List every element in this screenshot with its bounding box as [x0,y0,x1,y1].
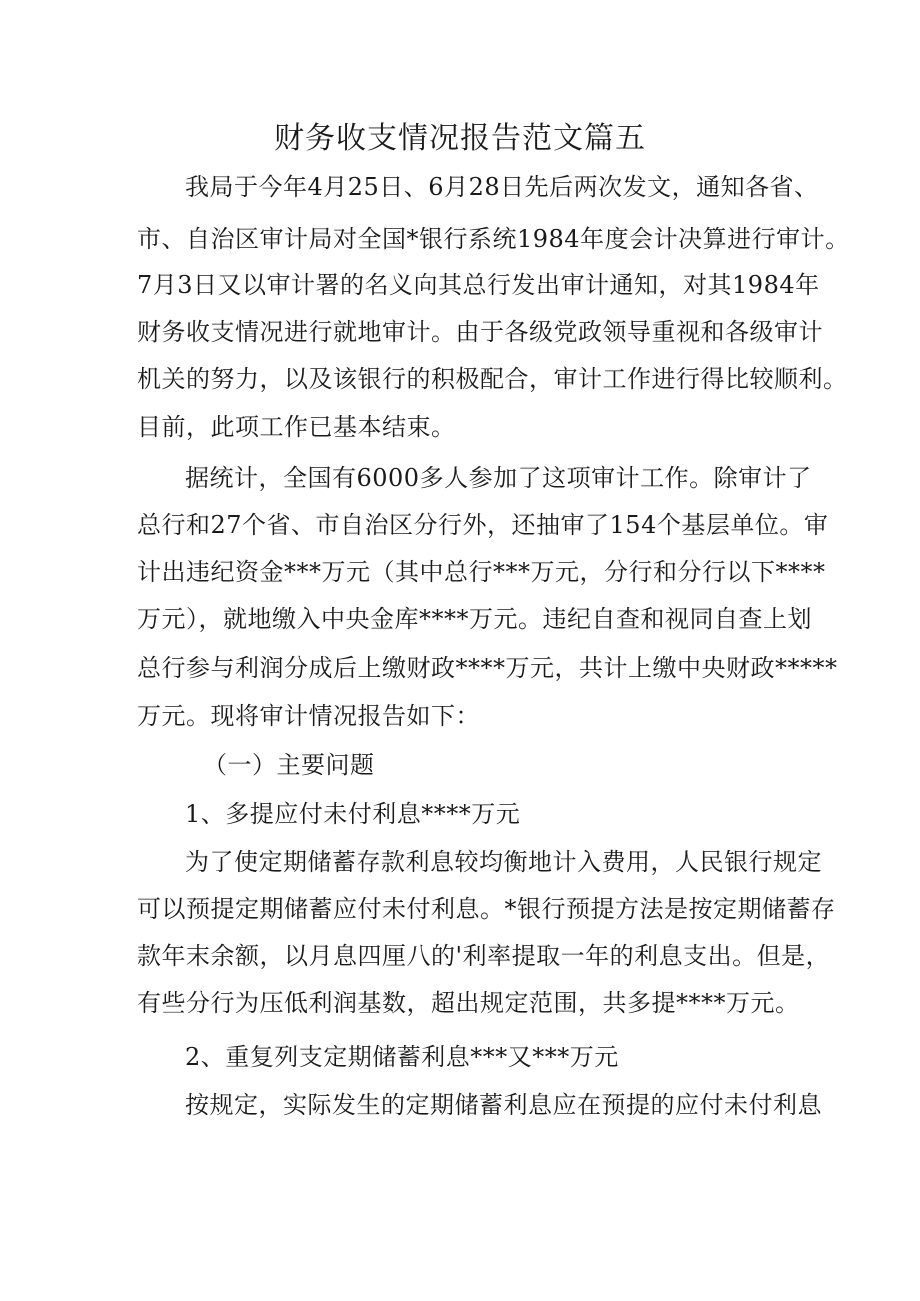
paragraph-line: 我局于今年4月25日、6月28日先后两次发文，通知各省、 [185,173,819,201]
paragraph-line: 总行参与利润分成后上缴财政****万元，共计上缴中央财政***** [137,654,838,682]
paragraph-line: 市、自治区审计局对全国*银行系统1984年度会计决算进行审计。 [137,225,850,253]
subsection-heading: 2、重复列支定期储蓄利息***又***万元 [185,1043,619,1071]
paragraph-line: 有些分行为压低利润基数，超出规定范围，共多提****万元。 [137,989,800,1017]
subsection-heading: 1、多提应付未付利息****万元 [185,800,521,828]
paragraph-line: 万元。现将审计情况报告如下： [137,702,480,730]
paragraph-line: 为了使定期储蓄存款利息较均衡地计入费用，人民银行规定 [185,848,822,876]
paragraph-line: 目前，此项工作已基本结束。 [137,413,456,441]
paragraph-line: 据统计，全国有6000多人参加了这项审计工作。除审计了 [185,464,812,492]
paragraph-line: 7月3日又以审计署的名义向其总行发出审计通知，对其1984年 [137,271,820,299]
paragraph-line: 计出违纪资金***万元（其中总行***万元，分行和分行以下**** [137,558,826,586]
document-title: 财务收支情况报告范文篇五 [274,121,646,156]
section-heading: （一）主要问题 [203,751,375,779]
paragraph-line: 财务收支情况进行就地审计。由于各级党政领导重视和各级审计 [137,318,823,346]
paragraph-line: 万元），就地缴入中央金库****万元。违纪自查和视同自查上划 [137,605,812,633]
paragraph-line: 可以预提定期储蓄应付未付利息。*银行预提方法是按定期储蓄存 [137,895,836,923]
paragraph-line: 款年末余额，以月息四厘八的'利率提取一年的利息支出。但是， [137,942,831,970]
paragraph-line: 机关的努力，以及该银行的积极配合，审计工作进行得比较顺利。 [137,365,848,393]
paragraph-line: 总行和27个省、市自治区分行外，还抽审了154个基层单位。审 [137,511,829,539]
paragraph-line: 按规定，实际发生的定期储蓄利息应在预提的应付未付利息 [185,1091,822,1119]
